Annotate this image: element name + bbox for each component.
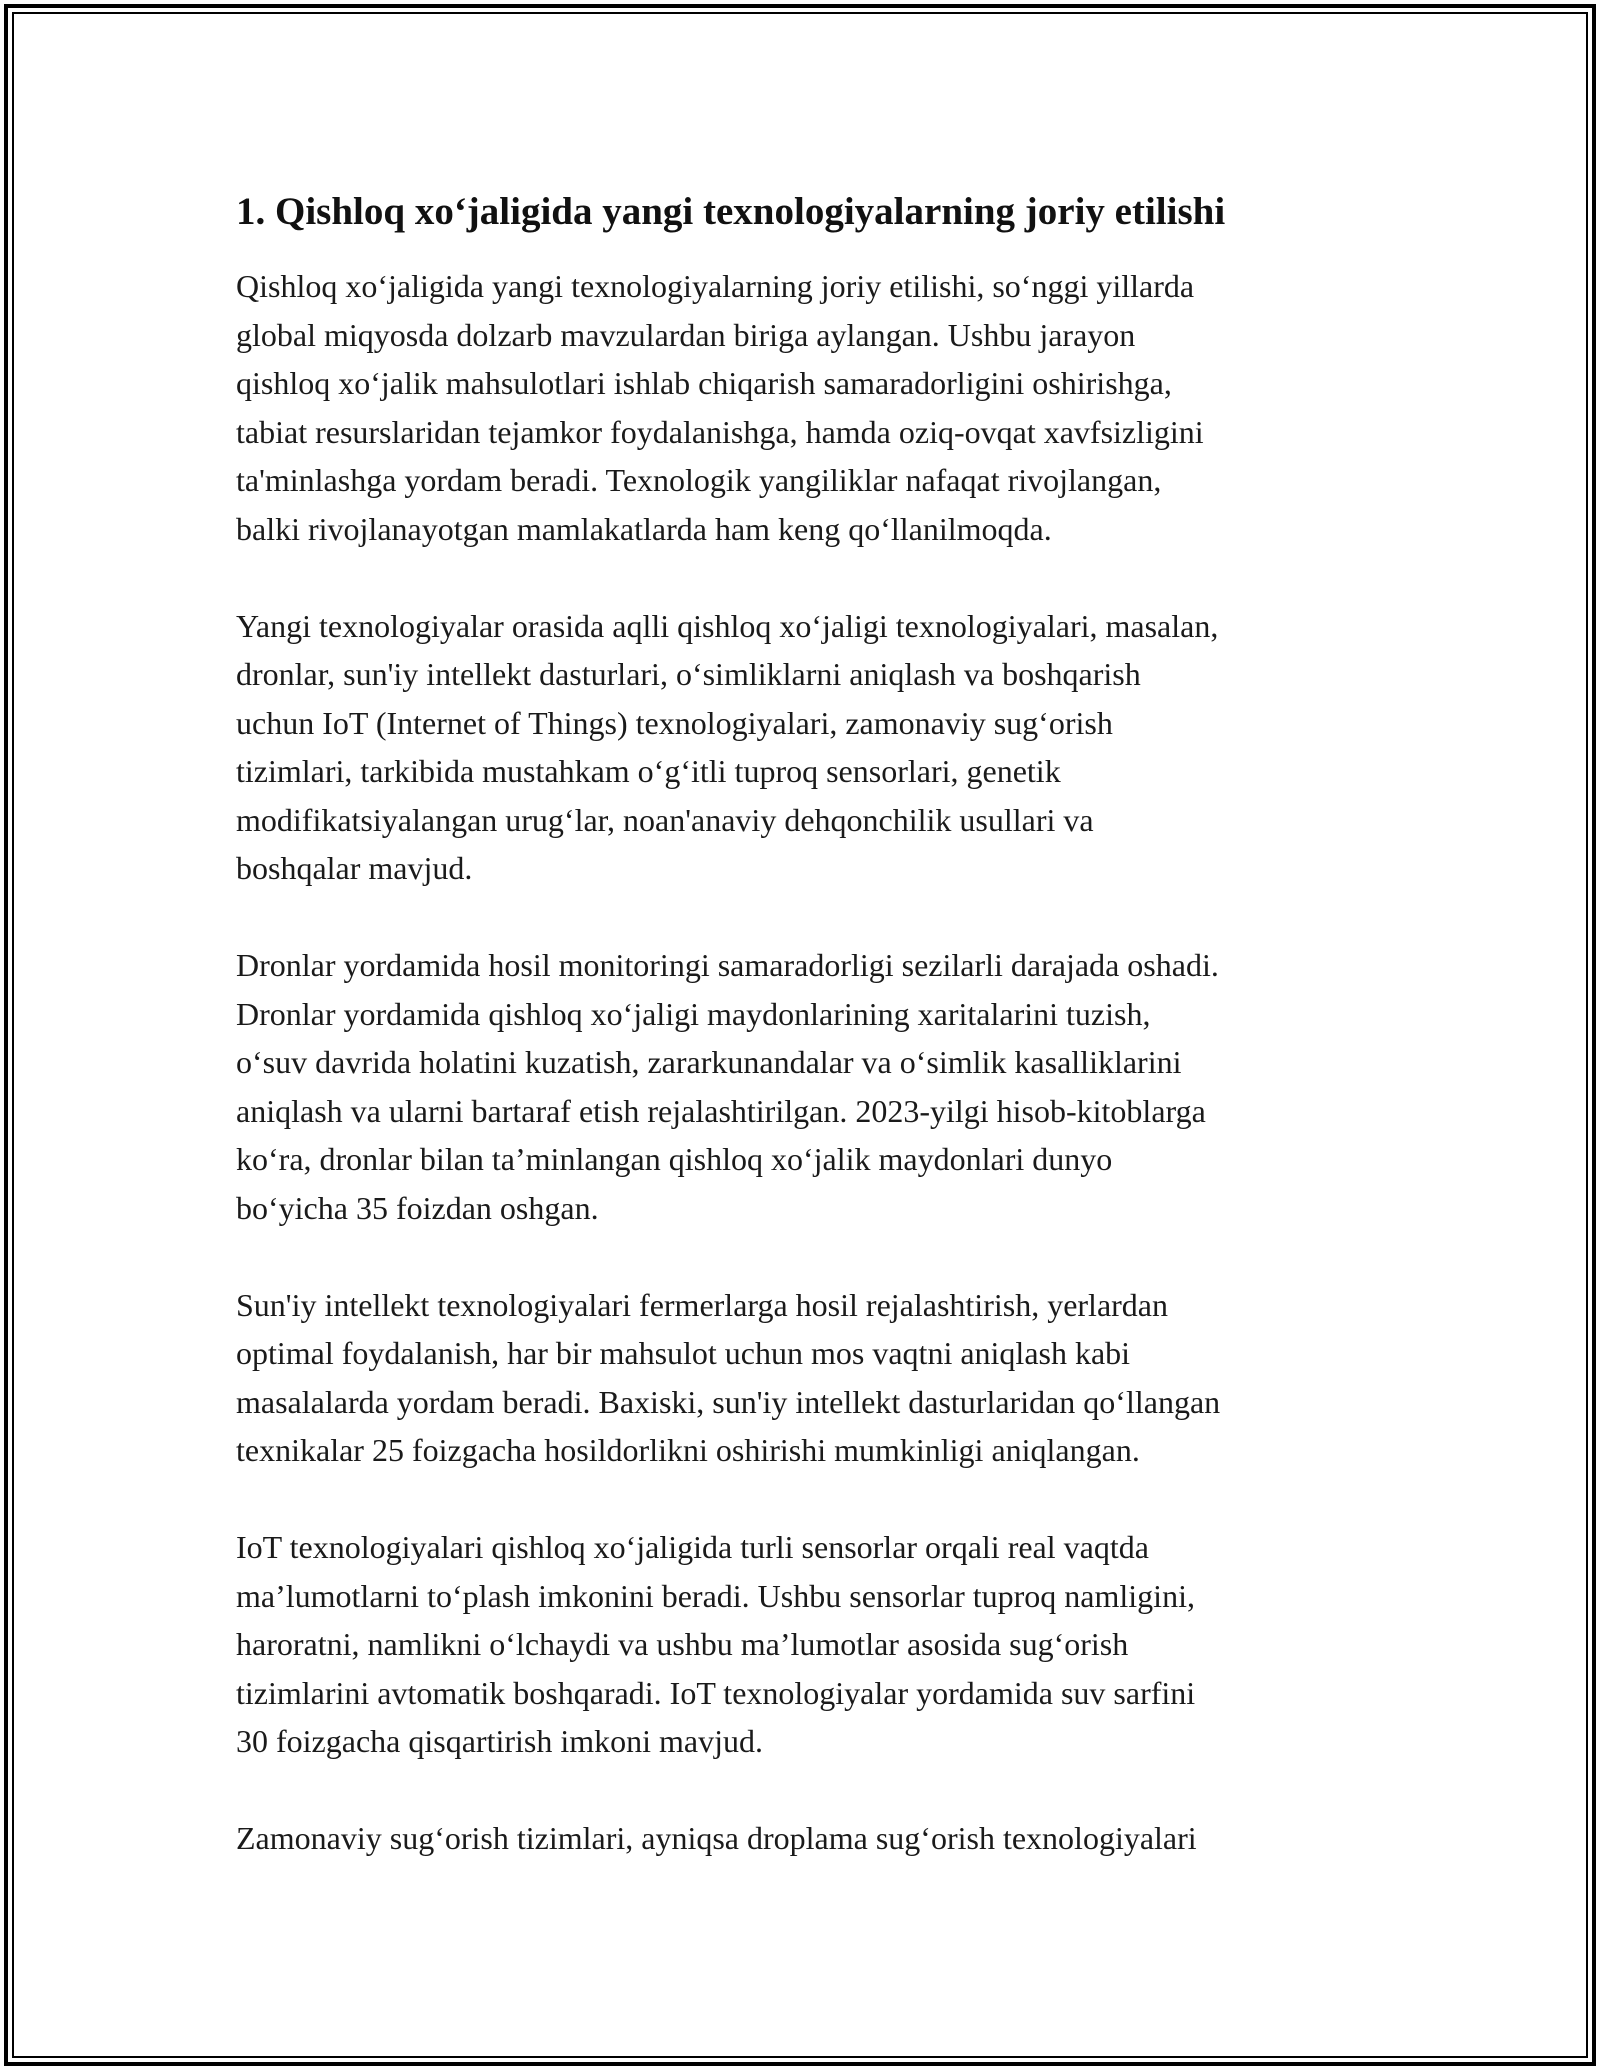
text-line: tabiat resurslaridan tejamkor foydalanishga, hamda oziq-ovqat xavfsizligini <box>236 413 1204 450</box>
text-line: Yangi texnologiyalar orasida aqlli qishloq xo‘jaligi texnologiyalari, masalan, <box>236 607 1219 644</box>
paragraph-4 <box>236 1281 1376 1475</box>
document-body <box>236 186 1376 1863</box>
text-line: tizimlari, tarkibida mustahkam o‘g‘itli tuproq sensorlari, genetik <box>236 753 1061 789</box>
paragraph-5 <box>236 1523 1376 1766</box>
text-line: bo‘yicha 35 foizdan oshgan. <box>236 1189 599 1226</box>
text-line: uchun IoT (Internet of Things) texnologiyalari, zamonaviy sug‘orish <box>236 704 1113 741</box>
text-line: balki rivojlanayotgan mamlakatlarda ham keng qo‘llanilmoqda. <box>236 510 1052 547</box>
text-line: tizimlarini avtomatik boshqaradi. IoT texnologiyalar yordamida suv sarfini <box>236 1674 1196 1711</box>
text-line: Qishloq xo‘jaligida yangi texnologiyalarning joriy etilishi, so‘nggi yillarda <box>236 268 1195 304</box>
paragraph-3 <box>236 941 1376 1232</box>
text-line: ta'minlashga yordam beradi. Texnologik yangiliklar nafaqat rivojlangan, <box>236 462 1162 498</box>
text-line: dronlar, sun'iy intellekt dasturlari, o‘simliklarni aniqlash va boshqarish <box>236 656 1141 692</box>
text-line: haroratni, namlikni o‘lchaydi va ushbu ma’lumotlar asosida sug‘orish <box>236 1626 1129 1662</box>
text-line: IoT texnologiyalari qishloq xo‘jaligida turli sensorlar orqali real vaqtda <box>236 1529 1149 1565</box>
section-heading: 1. Qishloq xo‘jaligida yangi texnologiyalarning joriy etilishi <box>236 190 1226 233</box>
text-line: Sun'iy intellekt texnologiyalari fermerlarga hosil rejalashtirish, yerlardan <box>236 1286 1168 1323</box>
text-line: ma’lumotlarni to‘plash imkonini beradi. Ushbu sensorlar tuproq namligini, <box>236 1577 1195 1614</box>
paragraph-1 <box>236 262 1376 553</box>
text-line: o‘suv davrida holatini kuzatish, zararkunandalar va o‘simlik kasalliklarini <box>236 1044 1182 1080</box>
text-line: aniqlash va ularni bartaraf etish rejalashtirilgan. 2023-yilgi hisob-kitoblarga <box>236 1092 1206 1129</box>
text-line: Dronlar yordamida hosil monitoringi samaradorligi sezilarli darajada oshadi. <box>236 947 1219 983</box>
paragraph-2 <box>236 602 1376 893</box>
text-line: boshqalar mavjud. <box>236 850 473 886</box>
text-line: ko‘ra, dronlar bilan ta’minlangan qishloq xo‘jalik maydonlari dunyo <box>236 1141 1113 1177</box>
text-line: 30 foizgacha qisqartirish imkoni mavjud. <box>236 1723 763 1759</box>
text-line: modifikatsiyalangan urug‘lar, noan'anaviy dehqonchilik usullari va <box>236 801 1094 838</box>
text-line: optimal foydalanish, har bir mahsulot uchun mos vaqtni aniqlash kabi <box>236 1335 1131 1371</box>
text-line: Zamonaviy sug‘orish tizimlari, ayniqsa droplama sug‘orish texnologiyalari <box>236 1820 1197 1856</box>
text-line: qishloq xo‘jalik mahsulotlari ishlab chiqarish samaradorligini oshirishga, <box>236 365 1172 401</box>
paragraph-6 <box>236 1814 1376 1863</box>
text-line: Dronlar yordamida qishloq xo‘jaligi maydonlarining xaritalarini tuzish, <box>236 995 1151 1032</box>
text-line: masalalarda yordam beradi. Baxiski, sun'iy intellekt dasturlaridan qo‘llangan <box>236 1383 1221 1420</box>
text-line: global miqyosda dolzarb mavzulardan biriga aylangan. Ushbu jarayon <box>236 316 1136 353</box>
text-line: texnikalar 25 foizgacha hosildorlikni oshirishi mumkinligi aniqlangan. <box>236 1432 1140 1468</box>
